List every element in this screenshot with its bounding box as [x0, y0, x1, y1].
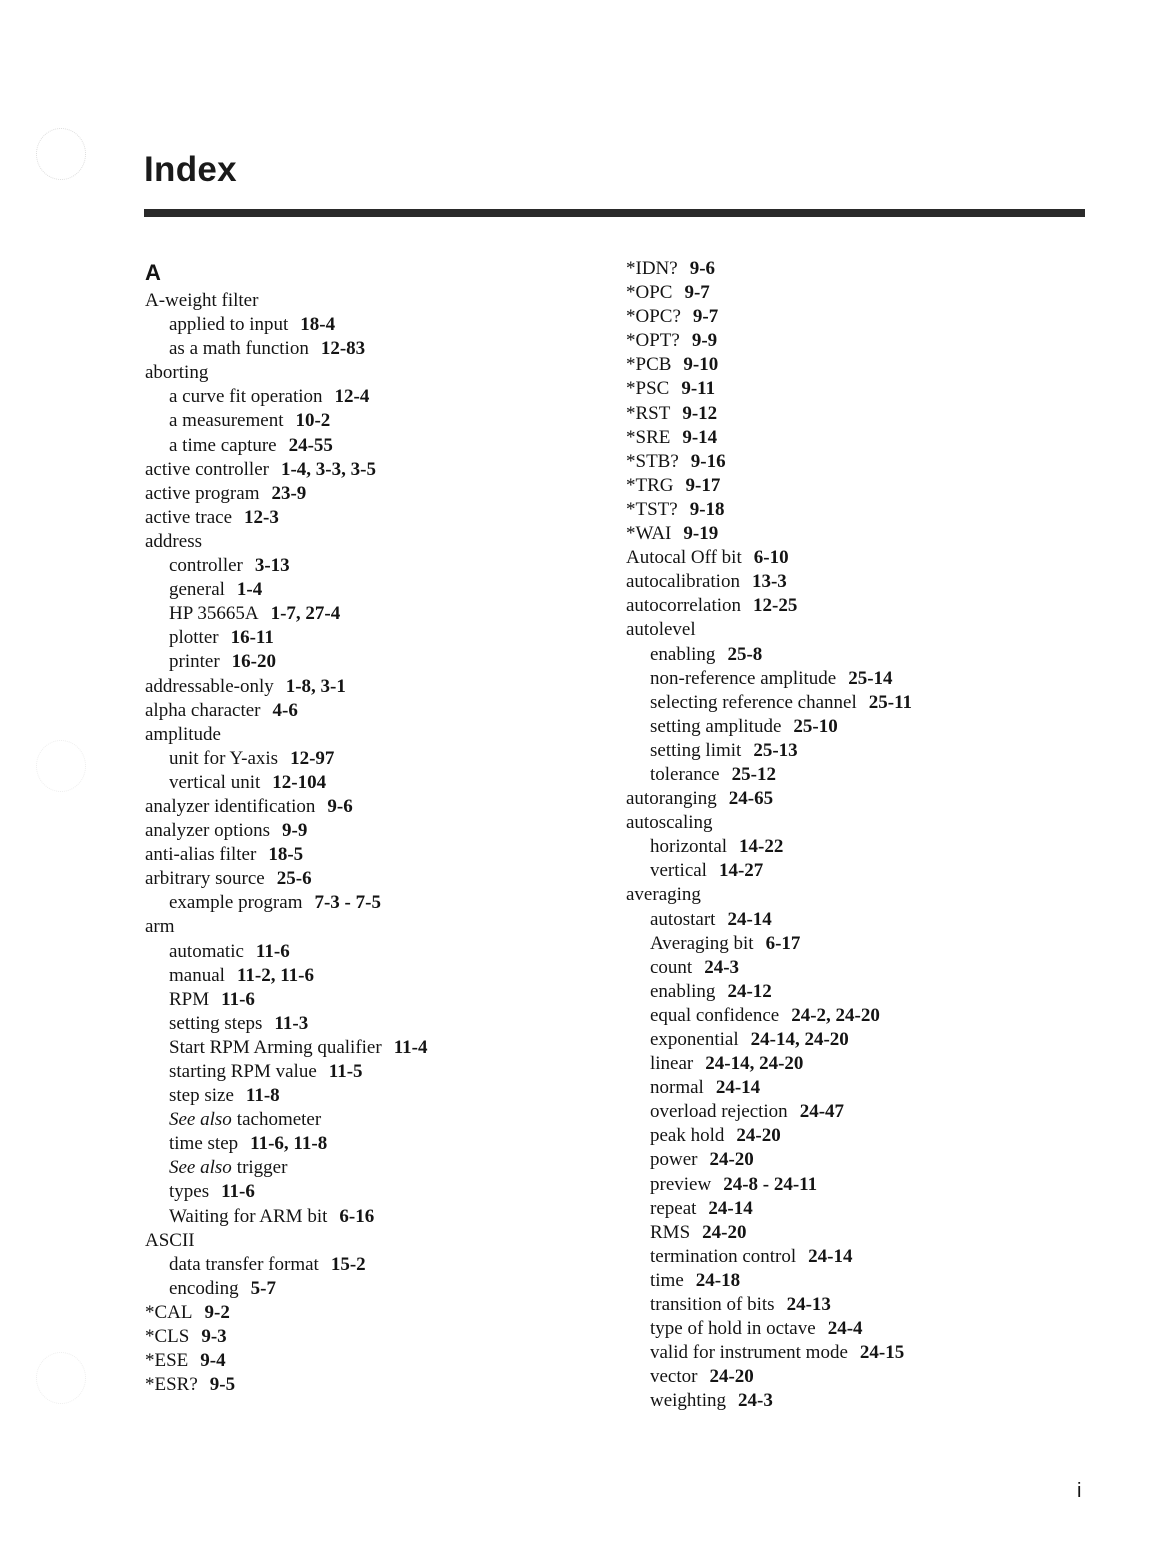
entry-term: a measurement [169, 410, 284, 432]
entry-pages: 24-8 - 24-11 [723, 1173, 818, 1195]
index-entry [626, 546, 1066, 570]
index-entry [626, 811, 1066, 835]
entry-pages: 24-18 [695, 1269, 741, 1291]
index-entry [145, 843, 585, 867]
entry-term: *IDN? [626, 258, 678, 279]
index-entry [145, 699, 585, 723]
entry-term: *RST [626, 402, 671, 424]
entry-pages: 16-11 [230, 627, 274, 649]
entry-pages: 25-14 [848, 667, 893, 689]
entry-term: *WAI [626, 523, 672, 545]
entry-pages: 11-5 [328, 1061, 363, 1082]
entry-term: count [650, 956, 693, 978]
index-subentry [145, 578, 585, 602]
entry-term: transition of bits [650, 1294, 775, 1316]
index-subentry [626, 691, 1066, 715]
entry-pages: 25-12 [731, 763, 776, 785]
entry-term: preview [650, 1173, 712, 1195]
entry-term: non-reference amplitude [650, 667, 837, 689]
entry-term: peak hold [650, 1125, 725, 1147]
index-entry [626, 257, 1066, 281]
entry-pages: 9-7 [684, 282, 710, 304]
index-subentry [145, 650, 585, 674]
entry-term: Averaging bit [650, 932, 754, 954]
binding-hole-mark-middle [36, 740, 86, 792]
entry-pages: 9-11 [681, 378, 716, 400]
entry-term: ASCII [145, 1229, 195, 1251]
index-subentry [145, 385, 585, 409]
entry-pages: 9-6 [327, 795, 353, 817]
entry-pages: 9-7 [692, 306, 719, 328]
entry-term: active program [145, 482, 260, 504]
entry-pages: 3-13 [254, 555, 290, 577]
index-entry [145, 795, 585, 819]
entry-term: RPM [169, 988, 210, 1010]
entry-term: vertical unit [169, 771, 261, 793]
index-entry [626, 329, 1066, 353]
index-subentry [145, 554, 585, 578]
entry-term: address [145, 530, 202, 552]
entry-term: step size [169, 1085, 234, 1107]
entry-pages: 7-3 - 7-5 [314, 892, 381, 914]
entry-term: equal confidence [650, 1004, 780, 1026]
entry-pages: 9-10 [683, 354, 719, 376]
entry-pages: 24-12 [727, 980, 772, 1002]
index-entry [145, 289, 585, 313]
entry-pages: 16-20 [231, 651, 276, 673]
entry-term: HP 35665A [169, 603, 259, 625]
index-subentry [626, 1317, 1066, 1341]
entry-term: *CAL [145, 1301, 193, 1323]
entry-term: setting steps [169, 1012, 263, 1034]
index-subentry [626, 763, 1066, 787]
index-entry [626, 450, 1066, 474]
entry-pages: 9-17 [685, 474, 721, 496]
section-letter: A [145, 260, 161, 285]
index-entry [626, 353, 1066, 377]
entry-term: a curve fit operation [169, 386, 323, 408]
entry-term: alpha character [145, 699, 261, 721]
entry-term: *TST? [626, 498, 678, 520]
right-entry-list [626, 257, 1066, 1414]
entry-term: averaging [626, 884, 701, 906]
entry-pages: 18-4 [300, 314, 336, 336]
entry-pages: 25-13 [753, 739, 798, 761]
index-entry [626, 570, 1066, 594]
entry-term: selecting reference channel [650, 691, 857, 713]
entry-term: Start RPM Arming qualifier [169, 1036, 382, 1058]
entry-term: *ESE [145, 1350, 189, 1372]
entry-term: normal [650, 1077, 704, 1099]
entry-pages: 15-2 [330, 1253, 366, 1275]
entry-term: *PCB [626, 354, 672, 376]
entry-pages: 12-3 [244, 506, 279, 528]
index-column-right [626, 257, 1066, 1414]
see-also-reference: See also [169, 1157, 232, 1179]
entry-term: tolerance [650, 763, 720, 785]
entry-term: as a math function [169, 338, 309, 360]
entry-term: *PSC [626, 378, 670, 400]
page-title: Index [144, 150, 237, 189]
entry-pages: 1-4, 3-3, 3-5 [280, 458, 376, 480]
entry-pages: 9-18 [689, 498, 725, 520]
entry-pages: 24-47 [799, 1101, 845, 1123]
entry-pages: 11-4 [393, 1036, 428, 1058]
index-entry [145, 530, 585, 554]
entry-pages: 11-2, 11-6 [236, 964, 314, 986]
entry-pages: 24-65 [728, 788, 774, 810]
entry-term: types [169, 1181, 210, 1203]
index-subentry [145, 747, 585, 771]
index-subentry [145, 409, 585, 433]
entry-term: termination control [650, 1245, 797, 1267]
entry-term: weighting [650, 1390, 726, 1412]
index-subentry [626, 835, 1066, 859]
index-subentry [626, 1365, 1066, 1389]
index-subentry [626, 908, 1066, 932]
entry-pages: 25-10 [793, 715, 838, 737]
entry-term: encoding [169, 1277, 239, 1299]
entry-pages: 12-25 [753, 595, 798, 617]
entry-pages: 24-14, 24-20 [705, 1053, 804, 1075]
entry-pages: 24-14 [727, 908, 772, 930]
index-subentry [626, 1389, 1066, 1413]
index-subentry [145, 1108, 585, 1132]
entry-term: analyzer identification [145, 795, 316, 817]
entry-term: starting RPM value [169, 1061, 317, 1082]
index-subentry [145, 626, 585, 650]
entry-pages: 9-19 [683, 523, 719, 545]
entry-term: automatic [169, 940, 244, 962]
entry-term: general [169, 579, 225, 601]
index-entry [145, 1229, 585, 1253]
index-entry [626, 377, 1066, 401]
index-subentry [626, 932, 1066, 956]
entry-term: RMS [650, 1221, 691, 1243]
entry-pages: 9-9 [691, 330, 718, 352]
index-entry [145, 867, 585, 891]
entry-term: *TRG [626, 474, 674, 496]
entry-term: power [650, 1149, 698, 1171]
entry-pages: 11-6, 11-8 [250, 1133, 328, 1155]
entry-pages: 24-20 [709, 1149, 754, 1171]
index-subentry [145, 1036, 585, 1060]
entry-pages: 12-97 [290, 747, 335, 769]
entry-term: vertical [650, 860, 707, 882]
entry-term: vector [650, 1366, 698, 1388]
entry-term: applied to input [169, 314, 289, 336]
index-subentry [626, 667, 1066, 691]
entry-pages: 12-104 [272, 771, 327, 793]
entry-term: unit for Y-axis [169, 747, 279, 769]
entry-pages: 25-6 [276, 868, 312, 890]
index-column-left [145, 256, 585, 1397]
entry-pages: 6-10 [753, 547, 789, 569]
index-entry [626, 594, 1066, 618]
entry-term: autoranging [626, 788, 717, 810]
entry-term: addressable-only [145, 675, 274, 697]
index-subentry [145, 337, 585, 361]
entry-term: *ESR? [145, 1374, 198, 1396]
index-subentry [626, 1004, 1066, 1028]
index-subentry [145, 1156, 585, 1180]
entry-pages: 24-3 [738, 1390, 773, 1412]
entry-pages: 9-3 [201, 1326, 227, 1348]
index-subentry [626, 1245, 1066, 1269]
index-subentry [626, 1052, 1066, 1076]
entry-pages: 1-4 [236, 579, 263, 601]
entry-term: tachometer [236, 1109, 322, 1131]
entry-term: active trace [145, 506, 233, 528]
index-entry [145, 819, 585, 843]
entry-term: arm [145, 916, 175, 938]
entry-pages: 9-4 [200, 1350, 226, 1372]
index-subentry [626, 1197, 1066, 1221]
index-subentry [145, 964, 585, 988]
index-entry [145, 1325, 585, 1349]
index-subentry [145, 1277, 585, 1301]
entry-pages: 24-13 [786, 1294, 831, 1316]
entry-term: manual [169, 964, 225, 986]
index-subentry [145, 1084, 585, 1108]
entry-pages: 18-5 [268, 844, 304, 866]
index-entry [145, 482, 585, 506]
entry-pages: 24-20 [709, 1366, 754, 1388]
index-subentry [626, 1028, 1066, 1052]
entry-pages: 4-6 [272, 699, 298, 721]
entry-pages: 9-2 [204, 1301, 230, 1323]
entry-term: Waiting for ARM bit [169, 1205, 328, 1227]
index-subentry [626, 1124, 1066, 1148]
index-entry [626, 426, 1066, 450]
index-subentry [626, 715, 1066, 739]
entry-term: setting limit [650, 739, 742, 761]
entry-pages: 5-7 [250, 1277, 276, 1299]
entry-pages: 25-8 [727, 643, 763, 665]
index-entry [626, 474, 1066, 498]
index-entry [626, 883, 1066, 907]
index-entry [145, 915, 585, 939]
entry-term: exponential [650, 1029, 739, 1050]
index-entry [145, 1373, 585, 1397]
entry-pages: 1-8, 3-1 [285, 675, 346, 697]
index-subentry [145, 988, 585, 1012]
entry-pages: 12-4 [334, 386, 370, 408]
index-entry [626, 281, 1066, 305]
entry-pages: 10-2 [295, 410, 331, 432]
entry-pages: 6-17 [765, 932, 801, 954]
entry-term: *OPC? [626, 306, 681, 328]
index-subentry [145, 1180, 585, 1204]
entry-pages: 13-3 [751, 571, 787, 593]
index-entry [145, 458, 585, 482]
entry-term: Autocal Off bit [626, 547, 742, 569]
index-subentry [145, 1012, 585, 1036]
entry-term: autocalibration [626, 571, 740, 593]
entry-pages: 11-6 [221, 988, 255, 1010]
entry-term: A-weight filter [145, 290, 259, 311]
index-subentry [626, 1100, 1066, 1124]
entry-pages: 11-8 [245, 1085, 280, 1107]
entry-pages: 24-3 [704, 956, 740, 978]
entry-term: *CLS [145, 1326, 190, 1348]
entry-term: amplitude [145, 723, 221, 745]
title-rule [144, 209, 1085, 217]
entry-term: *OPC [626, 282, 673, 304]
entry-term: setting amplitude [650, 715, 782, 737]
entry-pages: 9-9 [282, 820, 308, 842]
entry-pages: 24-15 [859, 1342, 905, 1364]
index-subentry [626, 1293, 1066, 1317]
entry-pages: 14-27 [718, 860, 764, 882]
see-also-reference: See also [169, 1109, 232, 1131]
entry-term: enabling [650, 980, 716, 1002]
index-entry [626, 402, 1066, 426]
page-number: i [1077, 1480, 1082, 1502]
entry-term: example program [169, 892, 303, 914]
index-entry [145, 1349, 585, 1373]
entry-term: autocorrelation [626, 595, 742, 617]
index-entry [145, 1301, 585, 1325]
entry-term: active controller [145, 458, 269, 480]
index-subentry [626, 980, 1066, 1004]
index-entry [626, 305, 1066, 329]
entry-pages: 6-16 [339, 1205, 375, 1227]
binding-hole-mark-top [36, 128, 86, 180]
entry-term: overload rejection [650, 1101, 788, 1123]
entry-term: time [650, 1269, 684, 1291]
index-subentry [626, 1148, 1066, 1172]
entry-term: *SRE [626, 426, 671, 448]
entry-term: plotter [169, 627, 219, 649]
entry-pages: 24-55 [288, 434, 333, 456]
entry-pages: 9-14 [682, 426, 718, 448]
binding-hole-mark-bottom [36, 1352, 86, 1404]
index-subentry [626, 859, 1066, 883]
entry-term: type of hold in octave [650, 1318, 816, 1340]
entry-term: linear [650, 1053, 694, 1075]
entry-term: valid for instrument mode [650, 1342, 848, 1364]
entry-pages: 1-7, 27-4 [270, 603, 341, 625]
entry-term: anti-alias filter [145, 844, 257, 866]
entry-term: a time capture [169, 434, 277, 456]
entry-pages: 12-83 [320, 338, 366, 360]
entry-pages: 24-14, 24-20 [750, 1029, 849, 1050]
entry-pages: 25-11 [868, 691, 913, 713]
entry-pages: 24-14 [715, 1077, 761, 1099]
entry-pages: 24-2, 24-20 [791, 1004, 880, 1026]
index-subentry [145, 940, 585, 964]
entry-term: autostart [650, 908, 716, 930]
entry-pages: 24-20 [736, 1125, 781, 1147]
index-subentry [626, 1341, 1066, 1365]
index-subentry [145, 1060, 585, 1084]
index-subentry [626, 1221, 1066, 1245]
entry-term: autoscaling [626, 812, 713, 834]
entry-term: arbitrary source [145, 868, 265, 890]
entry-pages: 9-5 [209, 1374, 236, 1396]
index-entry [626, 522, 1066, 546]
index-subentry [626, 956, 1066, 980]
index-entry [145, 723, 585, 747]
entry-term: repeat [650, 1197, 697, 1219]
entry-term: *STB? [626, 450, 679, 472]
index-entry [626, 498, 1066, 522]
index-subentry [145, 313, 585, 337]
index-entry [626, 618, 1066, 642]
index-entry [145, 506, 585, 530]
entry-pages: 24-4 [827, 1318, 863, 1340]
entry-term: aborting [145, 362, 209, 384]
entry-pages: 11-6 [255, 940, 290, 962]
entry-term: analyzer options [145, 820, 271, 842]
index-subentry [145, 771, 585, 795]
entry-term: enabling [650, 643, 716, 665]
index-subentry [626, 643, 1066, 667]
index-entry [626, 787, 1066, 811]
entry-term: data transfer format [169, 1253, 319, 1275]
entry-pages: 24-20 [702, 1221, 747, 1243]
left-entry-list [145, 289, 585, 1397]
index-subentry [626, 1173, 1066, 1197]
entry-pages: 11-6 [221, 1181, 255, 1203]
index-subentry [145, 434, 585, 458]
index-subentry [626, 739, 1066, 763]
index-subentry [145, 1253, 585, 1277]
entry-pages: 24-14 [808, 1245, 853, 1267]
entry-term: *OPT? [626, 330, 680, 352]
entry-pages: 9-12 [682, 402, 718, 424]
entry-pages: 11-3 [274, 1012, 309, 1034]
entry-pages: 24-14 [708, 1197, 753, 1219]
index-subentry [145, 891, 585, 915]
index-subentry [626, 1269, 1066, 1293]
entry-term: printer [169, 651, 220, 673]
index-entry [145, 361, 585, 385]
entry-pages: 14-22 [739, 836, 784, 858]
entry-pages: 9-16 [690, 450, 726, 472]
entry-term: autolevel [626, 619, 696, 641]
entry-term: time step [169, 1133, 239, 1155]
entry-pages: 23-9 [271, 482, 307, 504]
index-subentry [145, 1205, 585, 1229]
index-subentry [145, 1132, 585, 1156]
entry-term: trigger [236, 1157, 288, 1179]
entry-term: horizontal [650, 836, 728, 858]
index-subentry [626, 1076, 1066, 1100]
entry-term: controller [169, 555, 243, 577]
index-subentry [145, 602, 585, 626]
entry-pages: 9-6 [689, 258, 716, 279]
index-entry [145, 675, 585, 699]
